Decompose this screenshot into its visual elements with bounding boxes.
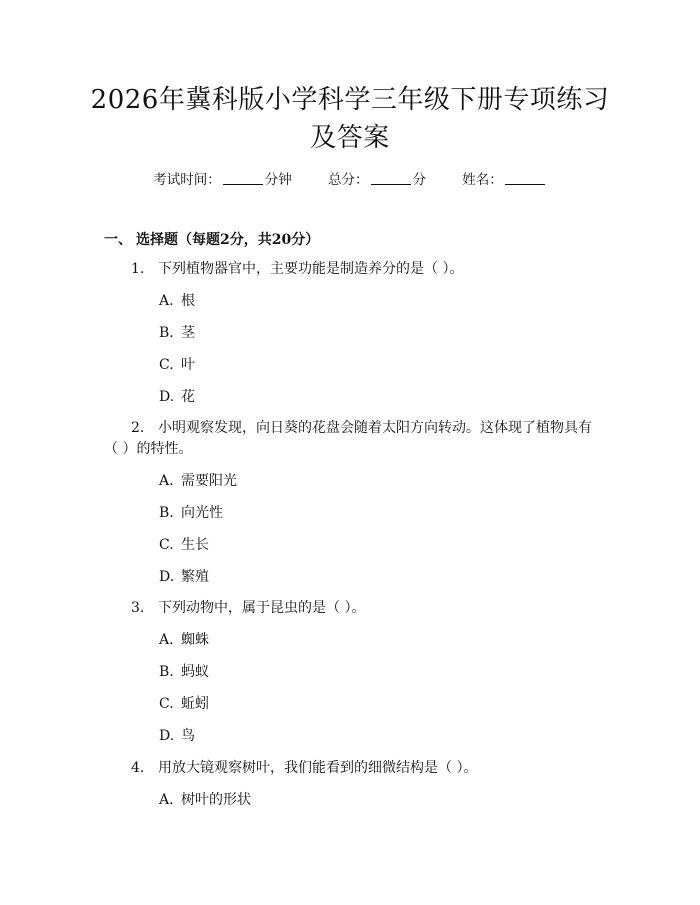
exam-time-unit: 分钟 xyxy=(264,172,292,188)
question-2-continued xyxy=(104,439,192,460)
question-text: 下列植物器官中，主要功能是制造养分的是（ ）。 xyxy=(158,261,464,277)
question-2-option-b xyxy=(159,503,223,523)
question-3-option-b xyxy=(159,662,209,682)
total-score-label: 总分： xyxy=(328,172,369,188)
option-text: 向光性 xyxy=(181,505,223,521)
option-key: B. xyxy=(159,505,174,521)
question-text-continued: （ ）的特性。 xyxy=(104,441,193,457)
total-score-blank xyxy=(371,172,411,185)
question-2 xyxy=(131,418,592,439)
option-key: D. xyxy=(159,728,175,744)
question-1-option-d xyxy=(159,387,195,407)
option-key: D. xyxy=(159,569,175,585)
section-title: 选择题（每题2分，共20分） xyxy=(136,232,320,248)
question-3 xyxy=(131,598,365,619)
option-text: 蜘蛛 xyxy=(181,632,209,648)
question-number: 4. xyxy=(131,760,145,776)
question-1-option-a xyxy=(159,291,195,311)
question-3-option-a xyxy=(159,630,209,650)
option-text: 蚯蚓 xyxy=(181,696,209,712)
question-text: 用放大镜观察树叶，我们能看到的细微结构是（ ）。 xyxy=(158,760,478,776)
document-title-continued: 及答案 xyxy=(310,123,390,153)
question-number: 3. xyxy=(131,600,145,616)
option-text: 鸟 xyxy=(181,728,195,744)
option-key: A. xyxy=(159,792,174,808)
total-score-unit: 分 xyxy=(412,172,426,188)
option-text: 茎 xyxy=(181,325,195,341)
section-heading xyxy=(104,229,319,249)
section-number: 一、 xyxy=(104,232,132,248)
option-key: B. xyxy=(159,664,174,680)
option-text: 树叶的形状 xyxy=(181,792,251,808)
question-2-option-a xyxy=(159,471,237,491)
option-key: D. xyxy=(159,389,175,405)
question-2-option-d xyxy=(159,567,209,587)
document-title: 2026年冀科版小学科学三年级下册专项练习 xyxy=(90,85,610,115)
question-4 xyxy=(131,758,477,779)
option-text: 蚂蚁 xyxy=(181,664,209,680)
question-3-option-c xyxy=(159,694,209,714)
question-1 xyxy=(131,259,463,280)
option-text: 需要阳光 xyxy=(181,473,237,489)
option-text: 叶 xyxy=(181,357,195,373)
question-2-option-c xyxy=(159,535,209,555)
question-number: 2. xyxy=(131,420,145,436)
question-text: 下列动物中，属于昆虫的是（ ）。 xyxy=(158,600,366,616)
exam-time-field xyxy=(153,168,292,188)
option-key: A. xyxy=(159,632,174,648)
student-name-label: 姓名： xyxy=(462,172,503,188)
option-key: A. xyxy=(159,293,174,309)
question-1-option-c xyxy=(159,355,195,375)
option-text: 根 xyxy=(181,293,195,309)
student-name-field xyxy=(462,168,547,188)
question-3-option-d xyxy=(159,726,195,746)
exam-time-label: 考试时间： xyxy=(153,172,221,188)
question-1-option-b xyxy=(159,323,195,343)
exam-info-line xyxy=(0,168,700,188)
option-key: C. xyxy=(159,696,174,712)
option-key: B. xyxy=(159,325,174,341)
option-text: 繁殖 xyxy=(181,569,209,585)
option-key: A. xyxy=(159,473,174,489)
total-score-field xyxy=(328,168,426,188)
question-number: 1. xyxy=(131,261,145,277)
student-name-blank xyxy=(505,172,545,185)
option-text: 花 xyxy=(181,389,195,405)
exam-time-blank xyxy=(223,172,263,185)
option-key: C. xyxy=(159,357,174,373)
option-key: C. xyxy=(159,537,174,553)
option-text: 生长 xyxy=(181,537,209,553)
question-text: 小明观察发现，向日葵的花盘会随着太阳方向转动。这体现了植物具有 xyxy=(158,420,592,436)
question-4-option-a xyxy=(159,790,251,810)
